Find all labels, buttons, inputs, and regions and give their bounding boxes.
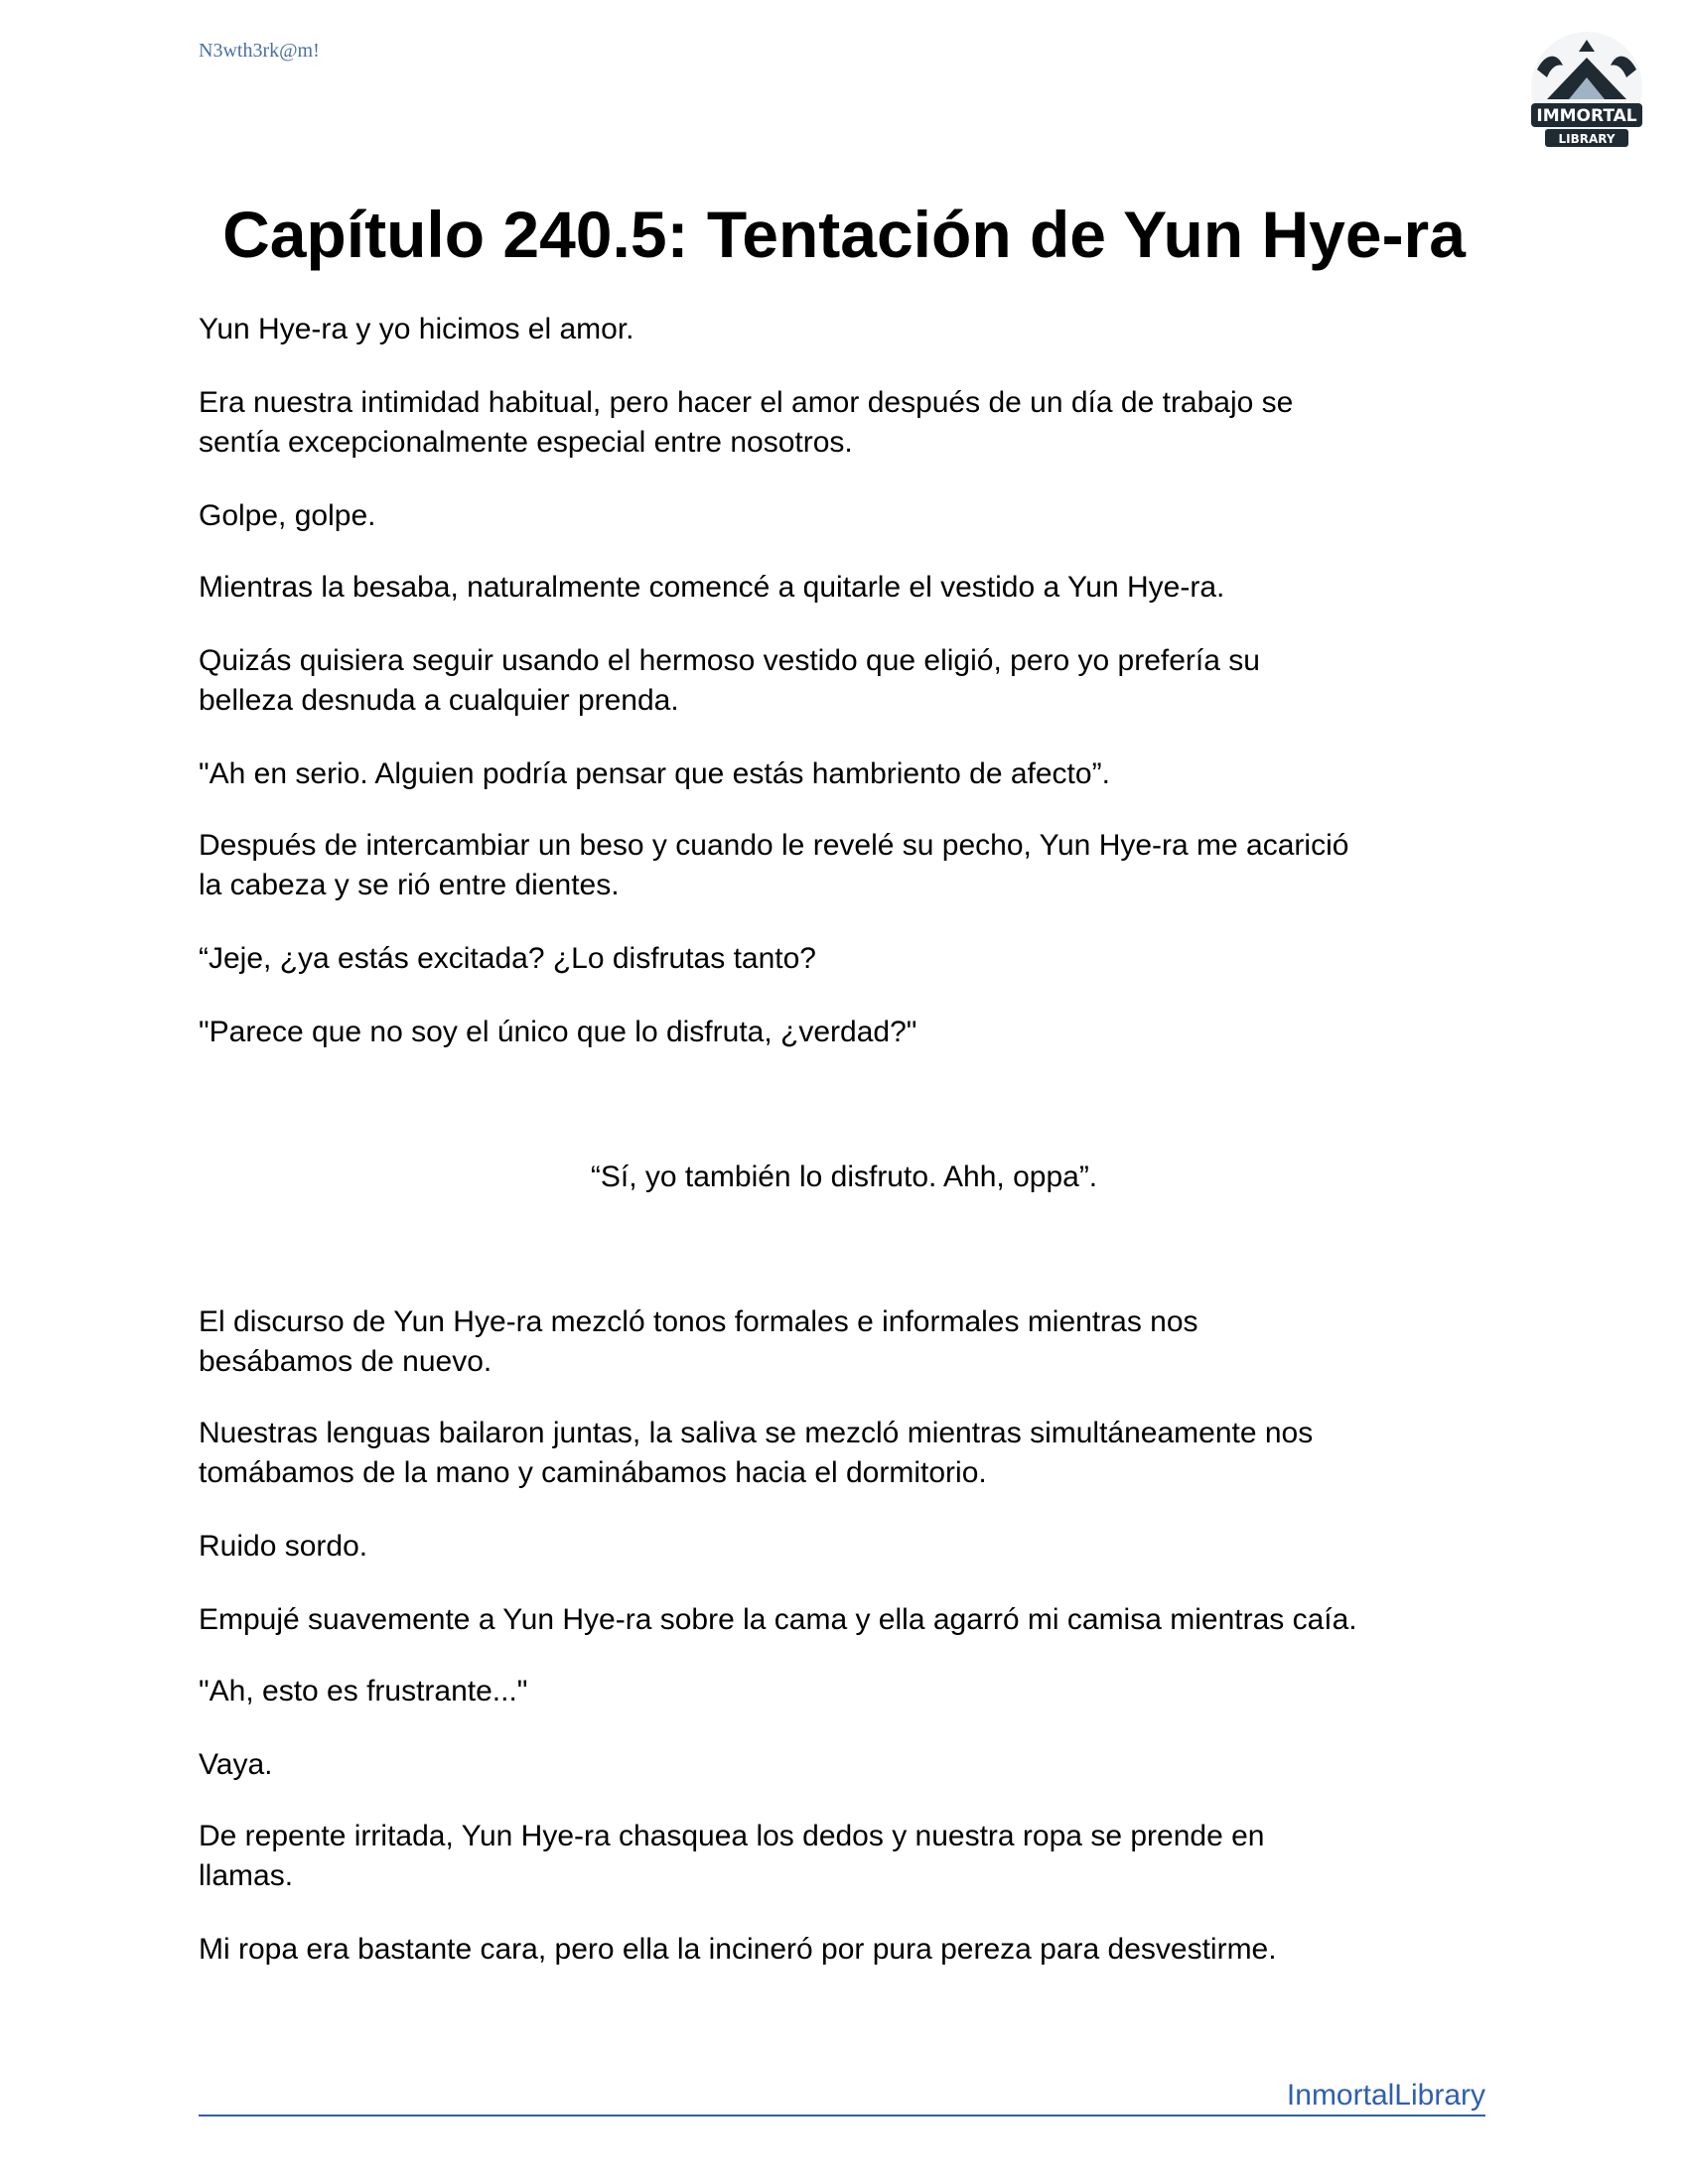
paragraph-15 xyxy=(199,1672,1489,1711)
footer-link[interactable]: InmortalLibrary xyxy=(1286,2079,1485,2112)
paragraph-line: Yun Hye-ra y yo hicimos el amor. xyxy=(199,313,634,345)
paragraph-line: De repente irritada, Yun Hye-ra chasquea los dedos y nuestra ropa se prende en xyxy=(199,1820,1265,1852)
paragraph-1 xyxy=(199,310,1489,349)
paragraph-6 xyxy=(199,754,1489,794)
logo-text-bottom: LIBRARY xyxy=(1558,132,1616,146)
paragraph-line: "Parece que no soy el único que lo disfruta, ¿verdad?" xyxy=(199,1016,917,1048)
paragraph-line: Golpe, golpe. xyxy=(199,499,376,532)
paragraph-16 xyxy=(199,1745,1489,1785)
paragraph-line: Quizás quisiera seguir usando el hermoso vestido que eligió, pero yo prefería su xyxy=(199,644,1260,677)
paragraph-line: tomábamos de la mano y caminábamos hacia el dormitorio. xyxy=(199,1456,987,1489)
paragraph-8 xyxy=(199,939,1489,979)
paragraph-3 xyxy=(199,496,1489,536)
paragraph-12 xyxy=(199,1414,1489,1493)
chapter-title: Capítulo 240.5: Tentación de Yun Hye-ra xyxy=(222,198,1466,271)
paragraph-line: “Sí, yo también lo disfruto. Ahh, oppa”. xyxy=(590,1160,1098,1193)
paragraph-line: Mientras la besaba, naturalmente comencé a quitarle el vestido a Yun Hye-ra. xyxy=(199,571,1225,604)
header-tag: N3wth3rk@m! xyxy=(199,40,320,62)
paragraph-line: Mi ropa era bastante cara, pero ella la incineró por pura pereza para desvestirme. xyxy=(199,1933,1277,1966)
paragraph-line: Era nuestra intimidad habitual, pero hacer el amor después de un día de trabajo se xyxy=(199,386,1294,419)
paragraph-line: sentía excepcionalmente especial entre nosotros. xyxy=(199,426,853,459)
paragraph-line: besábamos de nuevo. xyxy=(199,1345,492,1378)
paragraph-14 xyxy=(199,1600,1489,1640)
paragraph-line: "Ah, esto es frustrante..." xyxy=(199,1675,528,1707)
paragraph-17 xyxy=(199,1817,1489,1896)
paragraph-7 xyxy=(199,826,1489,905)
immortal-library-logo xyxy=(1517,30,1656,159)
paragraph-13 xyxy=(199,1527,1489,1567)
paragraph-line: llamas. xyxy=(199,1859,294,1892)
paragraph-line: El discurso de Yun Hye-ra mezcló tonos formales e informales mientras nos xyxy=(199,1305,1198,1338)
logo-text-top: IMMORTAL xyxy=(1536,106,1637,126)
paragraph-line: Empujé suavemente a Yun Hye-ra sobre la cama y ella agarró mi camisa mientras caía. xyxy=(199,1603,1357,1636)
paragraph-line: "Ah en serio. Alguien podría pensar que estás hambriento de afecto”. xyxy=(199,757,1110,790)
paragraph-line: Después de intercambiar un beso y cuando le revelé su pecho, Yun Hye-ra me acarició xyxy=(199,829,1349,862)
paragraph-line: belleza desnuda a cualquier prenda. xyxy=(199,684,679,717)
paragraph-11 xyxy=(199,1302,1489,1382)
paragraph-line: Vaya. xyxy=(199,1748,273,1781)
footer-divider xyxy=(199,2115,1485,2116)
paragraph-line: la cabeza y se rió entre dientes. xyxy=(199,869,620,901)
paragraph-line: Ruido sordo. xyxy=(199,1530,368,1563)
paragraph-5 xyxy=(199,641,1489,721)
paragraph-4 xyxy=(199,568,1489,608)
paragraph-line: Nuestras lenguas bailaron juntas, la saliva se mezcló mientras simultáneamente nos xyxy=(199,1417,1314,1449)
paragraph-18 xyxy=(199,1930,1489,1970)
paragraph-2 xyxy=(199,383,1489,463)
paragraph-line: “Jeje, ¿ya estás excitada? ¿Lo disfrutas tanto? xyxy=(199,942,816,975)
paragraph-9 xyxy=(199,1013,1489,1052)
paragraph-10-centered xyxy=(0,1158,1688,1197)
